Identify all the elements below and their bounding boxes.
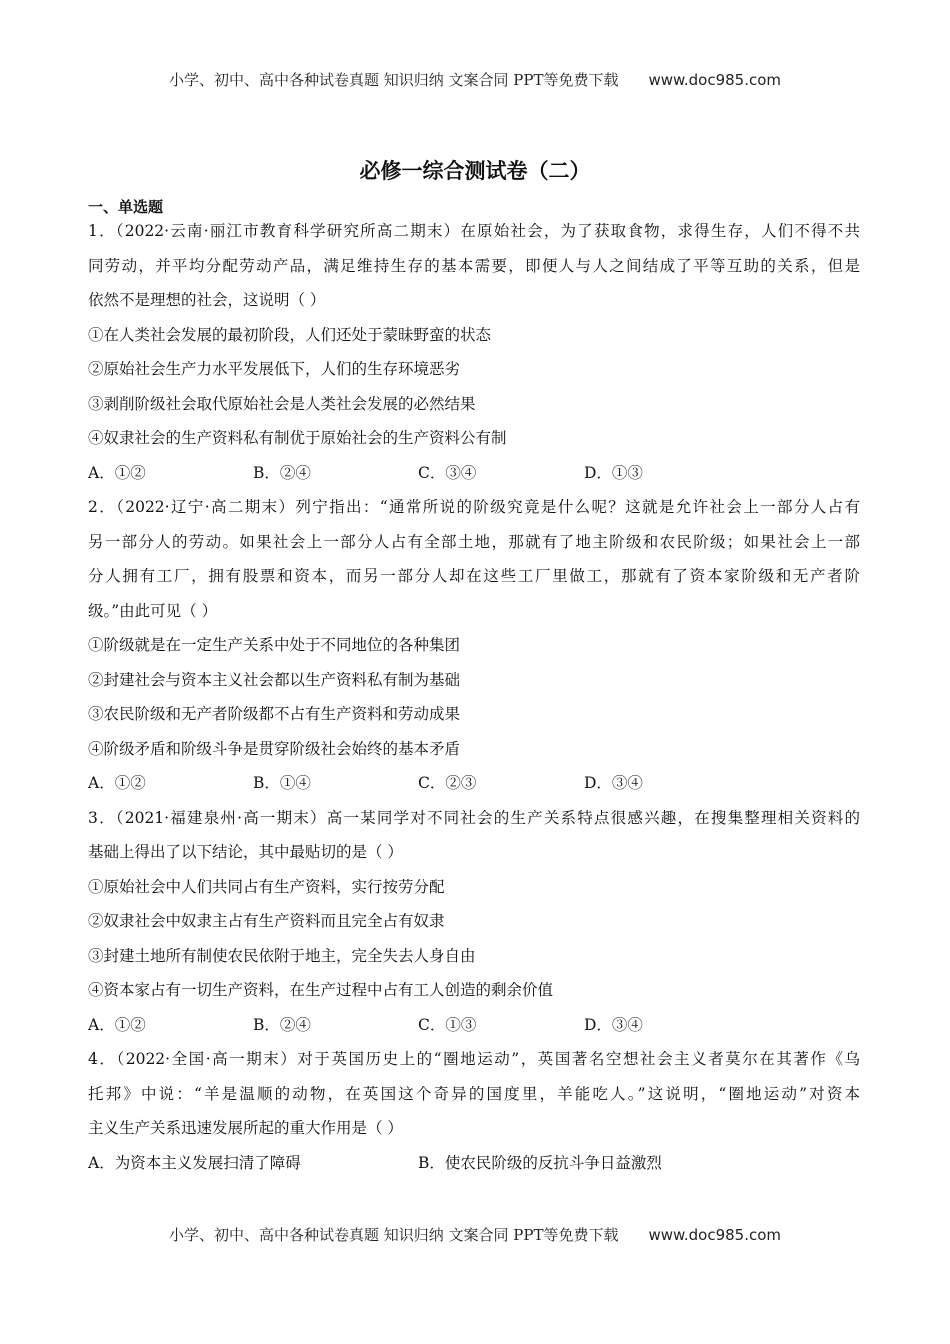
statement-item: ④资本家占有一切生产资料，在生产过程中占有工人创造的剩余价值 — [88, 981, 554, 999]
statement-item: ③剥削阶级社会取代原始社会是人类社会发展的必然结果 — [88, 394, 476, 413]
option-d: D．③④ — [584, 774, 643, 792]
question-4 — [88, 1042, 860, 1180]
question-stem-line: 分人拥有工厂，拥有股票和资本，而另一部分人却在这些工厂里做工，那就有了资本家阶级和无产者阶 — [88, 567, 860, 585]
question-stem-line: 依然不是理想的社会，这说明（ ） — [88, 291, 326, 309]
answer-options — [88, 1146, 860, 1181]
question-list — [88, 214, 860, 1180]
option-c: C．③④ — [418, 463, 477, 482]
statement-item: ②封建社会与资本主义社会都以生产资料私有制为基础 — [88, 670, 461, 689]
option-a: A．①② — [88, 463, 146, 482]
question-stem-line: 1．（2022·云南·丽江市教育科学研究所高二期末）在原始社会，为了获取食物，求得生存，人们不得不共 — [88, 222, 860, 240]
option-a: A．为资本主义发展扫清了障碍 — [88, 1153, 301, 1172]
question-stem-line: 4．（2022·全国·高一期末）对于英国历史上的“圈地运动”，英国著名空想社会主义者莫尔在其著作《乌 — [88, 1050, 860, 1068]
answer-options — [88, 766, 860, 801]
answer-options — [88, 1008, 860, 1043]
question-stem-line: 托邦》中说：“羊是温顺的动物，在英国这个奇异的国度里，羊能吃人。”这说明，“圈地运动”对资本 — [88, 1084, 860, 1103]
option-d: D．①③ — [584, 463, 643, 482]
statement-item: ①原始社会中人们共同占有生产资料，实行按劳分配 — [88, 877, 445, 896]
statement-item: ③农民阶级和无产者阶级都不占有生产资料和劳动成果 — [88, 705, 461, 723]
option-a: A．①② — [88, 1015, 146, 1034]
statement-item: ③封建土地所有制使农民依附于地主，完全失去人身自由 — [88, 946, 476, 965]
page-title: 必修一综合测试卷（二） — [359, 159, 591, 183]
option-a: A．①② — [88, 774, 146, 792]
question-stem-line: 主义生产关系迅速发展所起的重大作用是（ ） — [88, 1119, 403, 1137]
question-stem-line: 另一部分人的劳动。如果社会上一部分人占有全部土地，那就有了地主阶级和农民阶级；如果社会上一部 — [88, 532, 860, 551]
question-1 — [88, 214, 860, 490]
statement-item: ②原始社会生产力水平发展低下，人们的生存环境恶劣 — [88, 360, 461, 378]
question-stem-line: 2．（2022·辽宁·高二期末）列宁指出：“通常所说的阶级究竟是什么呢？这就是允许社会上一部分人占有 — [88, 498, 860, 516]
page-footer — [0, 1224, 950, 1245]
option-d: D．③④ — [584, 1015, 643, 1034]
question-2 — [88, 490, 860, 801]
option-b: B．①④ — [253, 774, 311, 792]
option-b: B．②④ — [253, 463, 311, 482]
option-c: C．②③ — [418, 774, 477, 792]
header-text: 小学、初中、高中各种试卷真题 知识归纳 文案合同 PPT等免费下载 — [168, 71, 619, 89]
statement-item: ④阶级矛盾和阶级斗争是贯穿阶级社会始终的基本矛盾 — [88, 739, 461, 758]
footer-site: www.doc985.com — [648, 1226, 782, 1244]
question-3 — [88, 801, 860, 1043]
option-b: B．②④ — [253, 1015, 311, 1034]
section-heading: 一、单选题 — [88, 198, 164, 216]
statement-item: ①在人类社会发展的最初阶段，人们还处于蒙昧野蛮的状态 — [88, 325, 492, 344]
question-stem-line: 级。”由此可见（ ） — [88, 601, 218, 620]
question-stem-line: 基础上得出了以下结论，其中最贴切的是（ ） — [88, 843, 403, 861]
question-stem-line: 3．（2021·福建泉州·高一期末）高一某同学对不同社会的生产关系特点很感兴趣，在搜集整理相关资料的 — [88, 808, 860, 827]
question-stem-line: 同劳动，并平均分配劳动产品，满足维持生存的基本需要，即便人与人之间结成了平等互助的关系，但是 — [88, 256, 860, 275]
option-b: B．使农民阶级的反抗斗争日益激烈 — [418, 1153, 662, 1172]
statement-item: ②奴隶社会中奴隶主占有生产资料而且完全占有奴隶 — [88, 912, 445, 930]
page-header — [0, 69, 950, 90]
statement-item: ④奴隶社会的生产资料私有制优于原始社会的生产资料公有制 — [88, 429, 507, 447]
footer-text: 小学、初中、高中各种试卷真题 知识归纳 文案合同 PPT等免费下载 — [168, 1226, 619, 1244]
answer-options — [88, 456, 860, 491]
option-c: C．①③ — [418, 1015, 477, 1034]
header-site: www.doc985.com — [648, 71, 782, 89]
statement-item: ①阶级就是在一定生产关系中处于不同地位的各种集团 — [88, 636, 461, 654]
